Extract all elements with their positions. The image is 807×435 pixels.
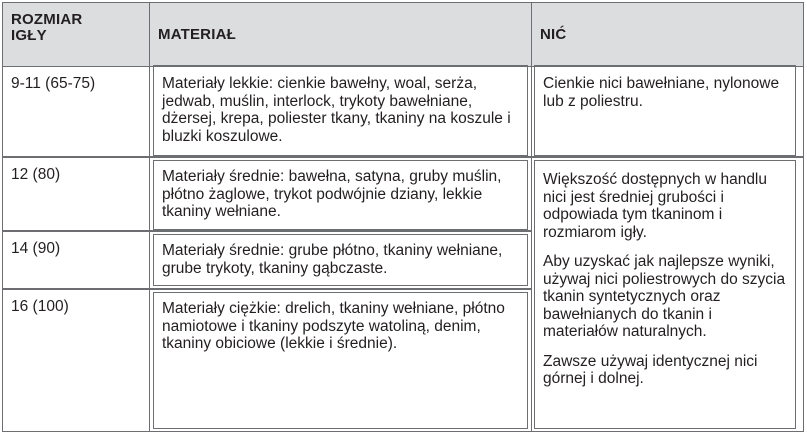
row-1-thread-text: Cienkie nici bawełniane, nylonowe lub z poliestru. — [543, 75, 780, 110]
header-material — [150, 3, 531, 67]
header-divider — [3, 66, 803, 67]
row-2-material-text: Materiały średnie: bawełna, satyna, gruby muślin, płótno żaglowe, trykot podwójnie dziany, lekkie tkaniny wełniane. — [162, 168, 502, 220]
thread-note-3: Zawsze używaj identycznej nici górnej i dolnej. — [543, 352, 758, 387]
thread-note-2: Aby uzyskać jak najlepsze wyniki, używaj nici poliestrowych do szycia tkanin syntetycznych oraz bawełnianych do tkanin i materiałów naturalnych. — [543, 253, 786, 340]
row-1-material — [154, 67, 527, 156]
row-4-size — [3, 290, 149, 430]
row-1-size-value: 9-11 (65-75) — [11, 75, 96, 92]
row-3-size — [3, 232, 149, 288]
header-thread-label: NIĆ — [540, 26, 567, 43]
needle-size-table — [2, 2, 804, 432]
row-divider-2 — [3, 230, 531, 232]
row-divider-3 — [3, 288, 531, 290]
row-4-size-value: 16 (100) — [11, 298, 69, 315]
row-2-size-value: 12 (80) — [11, 166, 61, 183]
row-4-material — [154, 292, 527, 429]
row-3-size-value: 14 (90) — [11, 240, 61, 257]
header-material-label: MATERIAŁ — [158, 26, 236, 43]
row-1-size — [3, 67, 149, 156]
thread-note-1: Większość dostępnych w handlu nici jest średniej grubości i odpowiada tym tkaninom i rozmiarom igły. — [543, 171, 768, 241]
row-divider-1 — [3, 156, 803, 158]
row-3-material-text: Materiały średnie: grube płótno, tkaniny wełniane, grube trykoty, tkaniny gąbczaste. — [162, 242, 503, 277]
row-2-material — [154, 160, 527, 230]
header-size-label: ROZMIAR IGŁY — [11, 11, 83, 44]
row-3-material — [154, 234, 527, 286]
column-divider-2 — [531, 3, 532, 431]
column-divider-1 — [149, 3, 150, 431]
row-1-thread — [535, 67, 797, 156]
row-2-size — [3, 158, 149, 230]
header-size — [3, 3, 149, 67]
header-thread — [532, 3, 803, 67]
shared-thread — [535, 163, 797, 427]
row-1-material-text: Materiały lekkie: cienkie bawełny, woal, serża, jedwab, muślin, interlock, trykoty bawełniane, dżersej, krepa, poliester tkany, tkaniny na koszule i bluzki koszulowe. — [162, 75, 511, 145]
row-4-material-text: Materiały ciężkie: drelich, tkaniny wełniane, płótno namiotowe i tkaniny podszyte watoliną, denim, tkaniny obiciowe (lekkie i średnie). — [162, 300, 505, 352]
